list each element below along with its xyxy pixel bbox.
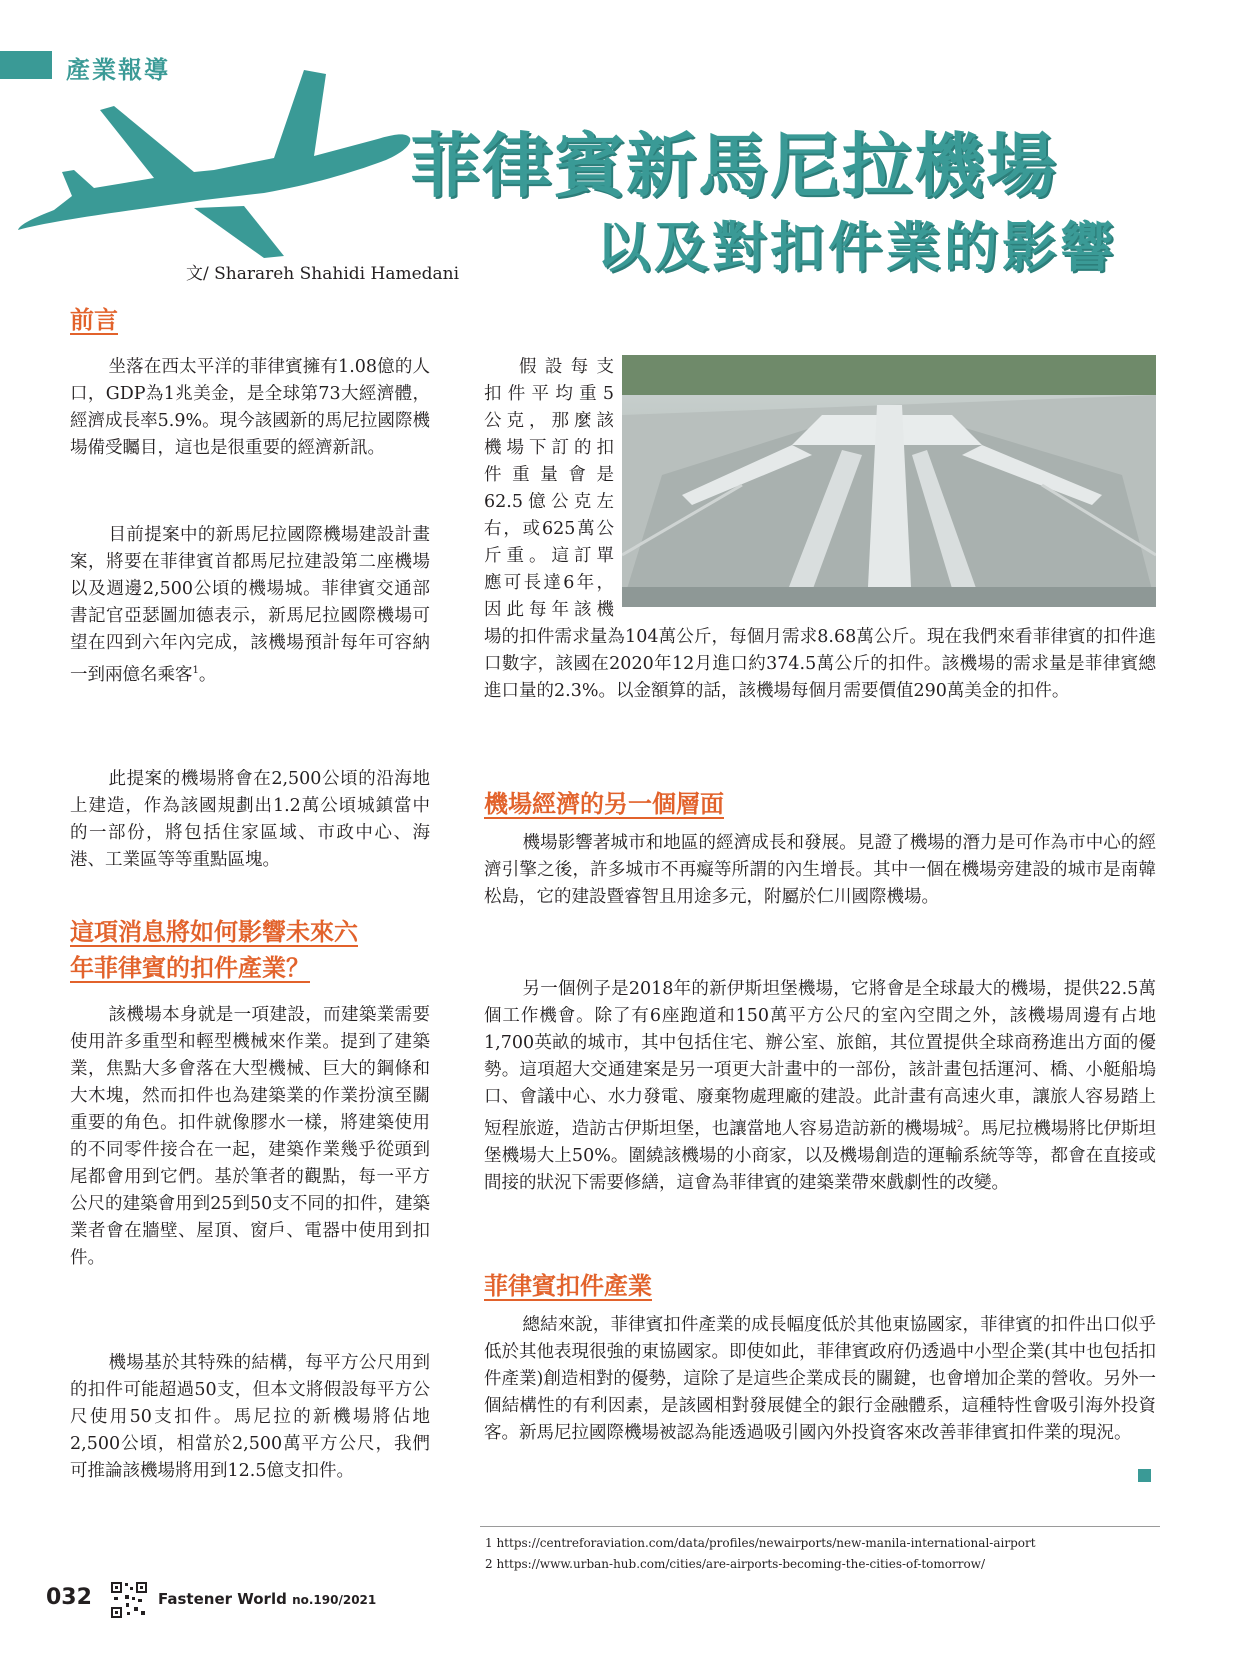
wrapped-line: 假設每支 [519, 357, 614, 377]
paragraph-text [484, 976, 1156, 1197]
paragraph-text [70, 522, 430, 689]
heading-line: 年菲律賓的扣件產業？ [70, 954, 310, 982]
footnote: 2 https://www.urban-hub.com/cities/are-airports-becoming-the-cities-of-tomorrow/ [485, 1557, 985, 1571]
airplane-icon [14, 60, 414, 260]
paragraph [484, 976, 1156, 1197]
paragraph [70, 522, 430, 689]
issue-number: no.190/2021 [292, 1593, 377, 1607]
paragraph [70, 1350, 430, 1485]
byline: 文/ Sharareh Shahidi Hamedani [186, 264, 460, 284]
wrapped-line: 右，或625萬公 [484, 519, 614, 539]
footnote-ref: 2 [956, 1119, 964, 1130]
paragraph [484, 830, 1156, 911]
qr-code-icon [110, 1581, 148, 1619]
heading-foreword: 前言 [70, 306, 118, 334]
wrapped-line: 62.5億公克左 [484, 492, 614, 512]
paragraph-text: 坐落在西太平洋的菲律賓擁有1.08億的人口，GDP為1兆美金，是全球第73大經濟體，經濟成長率5.9%。現今該國新的馬尼拉國際機場備受矚目，這也是很重要的經濟新訊。 [70, 357, 430, 458]
section-tag: 產業報導 [66, 56, 170, 84]
wrapped-line: 機場下訂的扣 [484, 438, 614, 458]
paragraph-text: 機場影響著城市和地區的經濟成長和發展。見證了機場的潛力是可作為市中心的經濟引擎之後，許多城市不再癡等所謂的內生增長。其中一個在機場旁建設的城市是南韓松島，它的建設暨睿智且用途多元，附屬於仁川國際機場。 [484, 833, 1156, 907]
article-title: 菲律賓新馬尼拉機場 [410, 125, 1058, 207]
wrapped-line: 因此每年該機 [484, 600, 614, 620]
footnote-ref: 1 [192, 665, 199, 676]
airport-rendering-image [622, 355, 1156, 607]
footnote-divider [480, 1526, 1160, 1527]
paragraph-text: 該機場本身就是一項建設，而建築業需要使用許多重型和輕型機械來作業。提到了建築業，焦點大多會落在大型機械、巨大的鋼條和大木塊，然而扣件也為建築業的作業扮演至關重要的角色。扣件就像膠水一樣，將建築使用的不同零件接合在一起，建築作業幾乎從頭到尾都會用到它們。基於筆者的觀點，每一平方公尺的建築會用到25到50支不同的扣件，建築業者會在牆壁、屋頂、窗戶、電器中使用到扣件。 [70, 1005, 430, 1268]
footnote: 1 https://centreforaviation.com/data/profiles/newairports/new-manila-international-airport [485, 1536, 1036, 1550]
paragraph-text: 。 [198, 664, 217, 685]
paragraph-text: 此提案的機場將會在2,500公頃的沿海地上建造，作為該國規劃出1.2萬公頃城鎮當中的一部份，將包括住家區域、市政中心、海港、工業區等等重點區塊。 [70, 769, 430, 870]
paragraph-text: 總結來說，菲律賓扣件產業的成長幅度低於其他東協國家，菲律賓的扣件出口似乎低於其他表現很強的東協國家。即使如此，菲律賓政府仍透過中小型企業(其中也包括扣件產業)創造相對的優勢，這除了是這些企業成長的關鍵，也會增加企業的營收。另外一個結構性的有利因素，是該國相對發展健全的銀行金融體系，這種特性會吸引海外投資客。新馬尼拉國際機場被認為能透過吸引國內外投資客來改善菲律賓扣件業的現況。 [484, 1315, 1156, 1443]
wrapped-text [484, 354, 614, 624]
wrapped-line: 應可長達6年， [484, 573, 614, 593]
page-number: 032 [46, 1585, 92, 1610]
article-subtitle: 以及對扣件業的影響 [596, 216, 1118, 279]
wrapped-lines [484, 354, 614, 624]
paragraph [484, 624, 1156, 705]
wrapped-line: 扣件平均重5 [484, 384, 614, 404]
paragraph [484, 1312, 1156, 1447]
heading-line: 這項消息將如何影響未來六 [70, 918, 358, 946]
wrapped-line: 斤重。這訂單 [484, 546, 614, 566]
wrapped-line: 公克，那麼該 [484, 411, 614, 431]
paragraph [70, 1002, 430, 1272]
wrapped-line: 件重量會是 [484, 465, 614, 485]
paragraph [70, 766, 430, 874]
airport-illustration [622, 355, 1156, 607]
paragraph [70, 354, 430, 462]
magazine-name [158, 1590, 376, 1608]
heading-impact [70, 914, 358, 986]
paragraph-text: 場的扣件需求量為104萬公斤，每個月需求8.68萬公斤。現在我們來看菲律賓的扣件進口數字，該國在2020年12月進口約374.5萬公斤的扣件。該機場的需求量是菲律賓總進口量的2.3%。以金額算的話，該機場每個月需要價值290萬美金的扣件。 [484, 627, 1156, 701]
magazine-title: Fastener World [158, 1590, 287, 1608]
end-mark-icon [1138, 1469, 1151, 1482]
heading-fastener-industry: 菲律賓扣件產業 [484, 1272, 652, 1300]
paragraph-text: 另一個例子是2018年的新伊斯坦堡機場，它將會是全球最大的機場，提供22.5萬個工作機會。除了有6座跑道和150萬平方公尺的室內空間之外，該機場周邊有占地1,700英畝的城市，其中包括住宅、辦公室、旅館，其位置提供全球商務進出方面的優勢。這項超大交通建案是另一項更大計畫中的一部份，該計畫包括運河、橋、小艇船塢口、會議中心、水力發電、廢棄物處理廠的建設。此計畫有高速火車，讓旅人容易踏上短程旅遊，造訪古伊斯坦堡，也讓當地人容易造訪新的機場城 [484, 979, 1156, 1139]
paragraph-text: 目前提案中的新馬尼拉國際機場建設計畫案，將要在菲律賓首都馬尼拉建設第二座機場以及週邊2,500公頃的機場城。菲律賓交通部書記官亞瑟圖加德表示，新馬尼拉國際機場可望在四到六年內完成，該機場預計每年可容納一到兩億名乘客 [70, 525, 430, 685]
paragraph-text: 機場基於其特殊的結構，每平方公尺用到的扣件可能超過50支，但本文將假設每平方公尺使用50支扣件。馬尼拉的新機場將佔地2,500公頃，相當於2,500萬平方公尺，我們可推論該機場將用到12.5億支扣件。 [70, 1353, 430, 1481]
heading-airport-economy: 機場經濟的另一個層面 [484, 790, 724, 818]
paragraph-text: 。馬尼拉機場將比伊斯坦堡機場大上50%。圍繞該機場的小商家，以及機場創造的運輸系統等等，都會在直接或間接的狀況下需要修繕，這會為菲律賓的建築業帶來戲劇性的改變。 [484, 1118, 1157, 1193]
